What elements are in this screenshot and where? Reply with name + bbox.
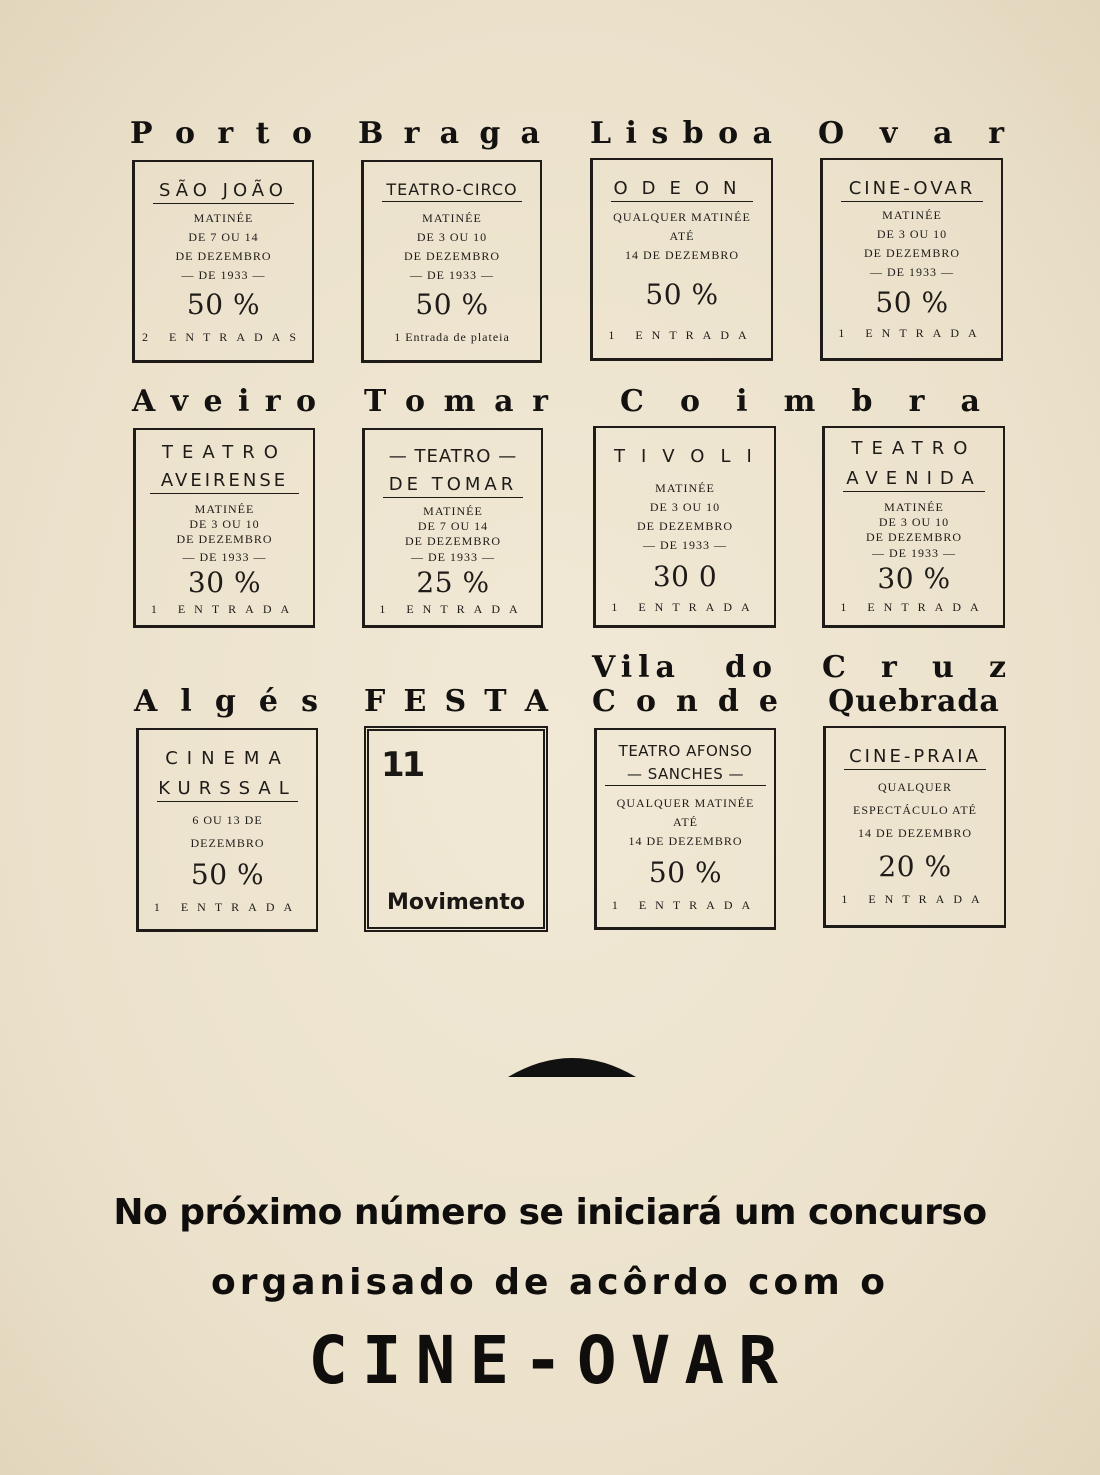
ticket-line: DE DEZEMBRO [866, 530, 962, 544]
ticket-discount: 20 % [878, 850, 952, 883]
ticket-name: CINE-PRAIA [844, 746, 986, 770]
city-letter: i [625, 116, 637, 151]
city-letter: A [132, 384, 156, 419]
ticket-entries: 1 ENTRADA [150, 602, 299, 616]
ticket-line: QUALQUER MATINÉE [616, 796, 755, 810]
ticket-discount: 30 % [877, 562, 951, 595]
ticket-odeon [590, 158, 773, 361]
city-letter: r [881, 650, 897, 685]
ticket-name: TEATRO-CIRCO [382, 180, 522, 202]
ticket-line: DE DEZEMBRO [404, 249, 500, 263]
ticket-teatro-aveirense [133, 428, 315, 628]
city-vila-do [592, 652, 778, 684]
ticket-tivoli [593, 426, 776, 628]
ticket-line: 14 DE DEZEMBRO [628, 834, 743, 848]
city-letter: a [752, 116, 772, 151]
city-letter: a [960, 384, 980, 419]
city-letter: n [676, 684, 698, 719]
city-ovar [818, 118, 1004, 150]
city-alges [134, 686, 318, 718]
ticket-line: DE DEZEMBRO [176, 532, 273, 546]
city-letter: b [682, 116, 704, 151]
ticket-line: DEZEMBRO [190, 836, 265, 850]
ticket-line: — DE 1933 — [410, 268, 494, 282]
city-festa [364, 686, 548, 718]
ticket-line: MATINÉE [194, 502, 255, 516]
city-letter: s [651, 116, 669, 151]
ticket-name: KURSSAL [157, 778, 298, 802]
ticket-discount: 50 % [186, 288, 261, 321]
city-letter: v [879, 116, 898, 151]
city-letter: S [444, 684, 467, 719]
city-letter: C [620, 384, 644, 419]
city-letter: d [717, 684, 739, 719]
ticket-entries: 1 ENTRADA [611, 898, 760, 912]
ticket-teatro-avenida [822, 426, 1005, 628]
city-tomar [364, 386, 548, 418]
city-letter: T [364, 384, 387, 419]
city-letter: é [258, 684, 278, 719]
festa-word: Movimento [386, 890, 526, 915]
ticket-discount: 30 0 [652, 560, 718, 593]
ticket-teatro-circo [361, 160, 542, 363]
ticket-entries: 1 ENTRADA [840, 600, 988, 614]
ticket-name: TEATRO AFONSO [618, 742, 753, 760]
city-letter: o [404, 384, 425, 419]
city-letter: r [532, 384, 548, 419]
city-letter: o [291, 116, 312, 151]
city-aveiro [132, 386, 316, 418]
city-letter: T [484, 684, 507, 719]
ticket-line: QUALQUER [878, 780, 952, 794]
ticket-discount: 50 % [875, 286, 949, 319]
city-letter: C [592, 684, 616, 719]
city-letter: A [524, 684, 548, 719]
ticket-discount: 50 % [648, 856, 723, 889]
announcement-line-2: organisado de acôrdo com o [211, 1262, 889, 1303]
ticket-name: AVENIDA [843, 468, 985, 492]
ticket-name: TEATRO [851, 438, 977, 459]
ticket-discount: 25 % [416, 566, 490, 599]
city-letter: i [237, 384, 250, 419]
festa-number: 11 [381, 745, 423, 785]
city-letter: L [590, 116, 612, 151]
city-letter: t [255, 116, 270, 151]
city-letter: e [758, 684, 778, 719]
city-conde [592, 686, 778, 718]
ticket-line: MATINÉE [423, 504, 483, 518]
city-porto [130, 118, 312, 150]
city-letter: o [295, 384, 316, 419]
city-letter: A [134, 684, 158, 719]
ticket-line: MATINÉE [884, 500, 944, 514]
city-letter: l [180, 684, 192, 719]
city-letter: a [494, 384, 514, 419]
ticket-line: — DE 1933 — [643, 538, 727, 552]
ticket-line: MATINÉE [422, 211, 482, 225]
city-letter: O [818, 116, 845, 151]
announcement-cine-ovar: CINE-OVAR [308, 1322, 792, 1399]
city-letter: E [403, 684, 427, 719]
ticket-entries: 1 Entrada de plateia [394, 330, 510, 344]
ticket-name: — TEATRO — [388, 446, 518, 467]
ticket-line: DE 3 OU 10 [649, 500, 721, 514]
city-word: Vila [592, 650, 681, 685]
ticket-line: DE 3 OU 10 [876, 227, 948, 241]
city-letter: r [988, 116, 1004, 151]
city-letter: F [364, 684, 386, 719]
ticket-line: DE 7 OU 14 [417, 519, 489, 533]
ticket-entries: 2 ENTRADAS [141, 330, 305, 344]
city-quebrada: Quebrada [828, 684, 1000, 719]
city-letter: C [822, 650, 846, 685]
ticket-entries: 1 ENTRADA [153, 900, 302, 914]
city-letter: o [718, 116, 739, 151]
ticket-line: DE DEZEMBRO [864, 246, 960, 260]
ticket-name: DE TOMAR [383, 474, 523, 498]
ticket-line: — DE 1933 — [182, 550, 267, 564]
ticket-name: CINEMA [165, 748, 290, 769]
city-letter: u [931, 650, 954, 685]
city-letter: o [680, 384, 701, 419]
city-letter: a [520, 116, 540, 151]
ticket-entries: 1 ENTRADA [608, 328, 756, 342]
announcement-line-1: No próximo número se iniciará um concurso [113, 1192, 987, 1233]
city-cruz [822, 652, 1006, 684]
city-letter: a [933, 116, 953, 151]
ticket-line: — DE 1933 — [870, 265, 954, 279]
city-letter: s [301, 684, 318, 719]
city-letter: r [264, 384, 281, 419]
city-letter: m [443, 384, 476, 419]
ticket-line: ATÉ [673, 815, 698, 829]
city-letter: r [403, 116, 420, 151]
city-word: do [725, 650, 778, 685]
ticket-line: ESPECTÁCULO ATÉ [852, 803, 977, 817]
ticket-name: ODEON [611, 178, 753, 202]
ticket-entries: 1 ENTRADA [841, 892, 989, 906]
ticket-line: DE 3 OU 10 [416, 230, 488, 244]
ticket-line: — DE 1933 — [411, 550, 495, 564]
ticket-line: DE 7 OU 14 [188, 230, 259, 244]
city-letter: g [214, 684, 236, 719]
city-letter: r [217, 116, 234, 151]
festa-movimento-box [364, 726, 548, 932]
ticket-entries: 1 ENTRADA [379, 602, 527, 616]
ticket-line: — DE 1933 — [872, 546, 956, 560]
ticket-line: DE 3 OU 10 [189, 517, 260, 531]
ticket-line: 14 DE DEZEMBRO [625, 248, 739, 262]
city-letter: r [908, 384, 925, 419]
ticket-line: DE 3 OU 10 [878, 515, 950, 529]
ticket-line: 6 OU 13 DE [192, 813, 263, 827]
ticket-name: TEATRO [162, 442, 287, 463]
ticket-name: CINE-OVAR [841, 178, 983, 202]
city-letter: v [170, 384, 189, 419]
ticket-line: — DE 1933 — [181, 268, 266, 282]
ticket-name: — SANCHES — [605, 765, 766, 786]
ticket-teatro-afonso-sanches [594, 728, 776, 930]
city-letter: a [439, 116, 460, 151]
ticket-line: MATINÉE [193, 211, 254, 225]
ticket-discount: 50 % [645, 278, 719, 311]
half-disc-ornament [506, 1053, 638, 1079]
ticket-cinema-kurssal [136, 728, 318, 932]
ticket-discount: 30 % [187, 566, 262, 599]
ticket-line: ATÉ [669, 229, 695, 243]
ticket-line: 14 DE DEZEMBRO [858, 826, 972, 840]
city-letter: g [479, 116, 501, 151]
ticket-entries: 1 ENTRADA [611, 600, 759, 614]
ticket-name: AVEIRENSE [150, 470, 299, 494]
city-letter: b [851, 384, 873, 419]
ticket-line: DE DEZEMBRO [405, 534, 501, 548]
city-letter: e [203, 384, 223, 419]
city-letter: B [358, 116, 384, 151]
ticket-line: MATINÉE [655, 481, 715, 495]
ticket-teatro-tomar [362, 428, 543, 628]
city-letter: m [783, 384, 816, 419]
city-lisboa [590, 118, 772, 150]
city-braga [358, 118, 540, 150]
city-letter: P [130, 116, 153, 151]
ticket-line: MATINÉE [882, 208, 942, 222]
ticket-discount: 50 % [415, 288, 489, 321]
ticket-entries: 1 ENTRADA [838, 326, 986, 340]
ticket-line: QUALQUER MATINÉE [613, 210, 751, 224]
ticket-cine-ovar [820, 158, 1003, 361]
ticket-name: SÃO JOÃO [153, 180, 294, 204]
ticket-cine-praia [823, 726, 1006, 928]
city-coimbra [620, 386, 980, 418]
ticket-name: TIVOLI [614, 446, 768, 467]
ticket-line: DE DEZEMBRO [637, 519, 733, 533]
city-letter: i [736, 384, 748, 419]
ticket-sao-joao [132, 160, 314, 363]
ticket-discount: 50 % [190, 858, 265, 891]
city-letter: o [635, 684, 656, 719]
city-letter: o [174, 116, 195, 151]
ticket-line: DE DEZEMBRO [175, 249, 272, 263]
city-letter: z [988, 650, 1006, 685]
